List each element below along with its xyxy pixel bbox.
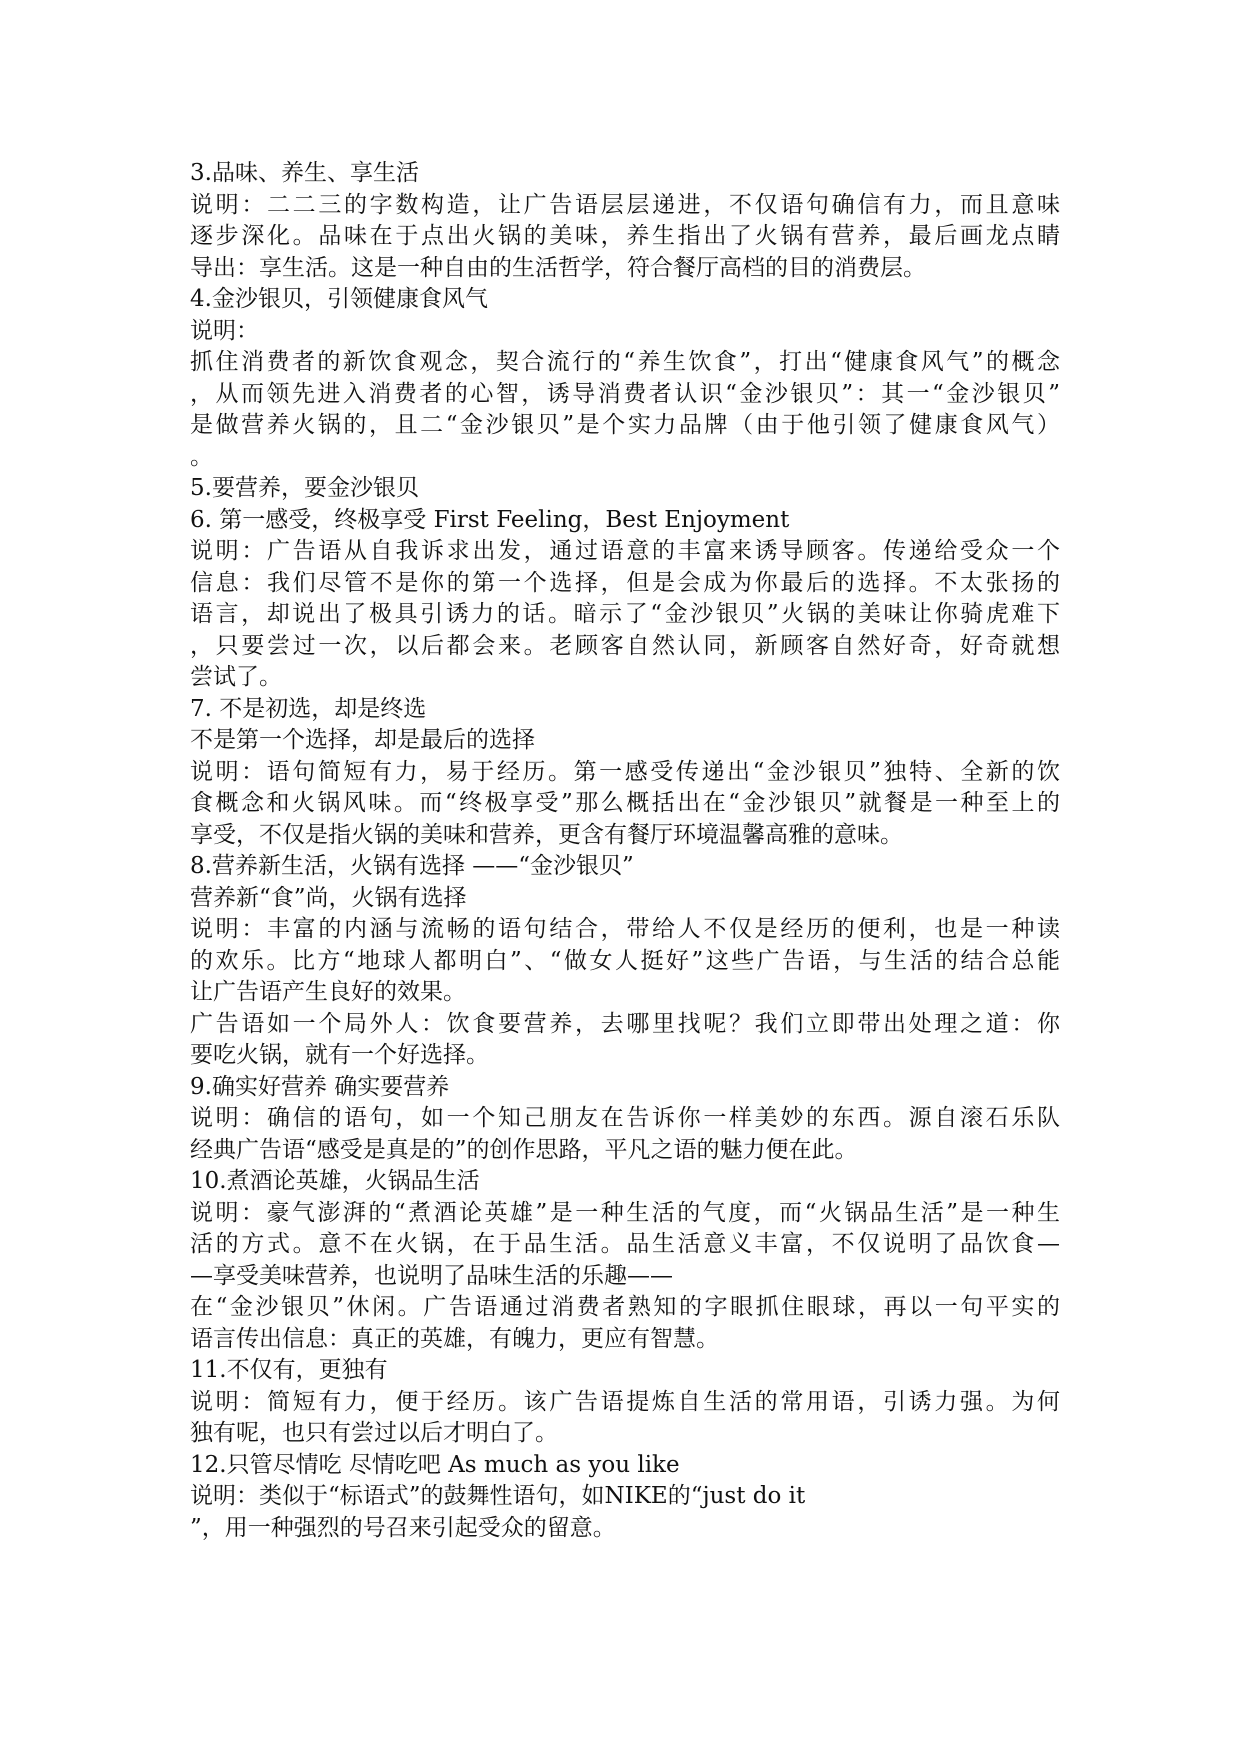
- text-line: 4.金沙银贝，引领健康食风气: [190, 286, 488, 312]
- text-line: 说明：丰富的内涵与流畅的语句结合，带给人不仅是经历的便利，也是一种读: [190, 916, 1060, 942]
- text-line: 广告语如一个局外人：饮食要营养，去哪里找呢？我们立即带出处理之道：你: [190, 1010, 1060, 1037]
- text-line: 活的方式。意不在火锅，在于品生活。品生活意义丰富，不仅说明了品饮食—: [190, 1231, 1060, 1257]
- text-line: 3.品味、养生、享生活: [190, 160, 419, 186]
- text-line: ”，用一种强烈的号召来引起受众的留意。: [190, 1514, 616, 1541]
- text-line: ，只要尝过一次，以后都会来。老顾客自然认同，新顾客自然好奇，好奇就想: [190, 632, 1060, 659]
- text-line: 8.营养新生活，火锅有选择 ——“金沙银贝”: [190, 853, 634, 879]
- text-line: 导出：享生活。这是一种自由的生活哲学，符合餐厅高档的目的消费层。: [190, 254, 926, 281]
- text-line: 说明：豪气澎湃的“煮酒论英雄”是一种生活的气度，而“火锅品生活”是一种生: [190, 1199, 1060, 1226]
- text-line: 抓住消费者的新饮食观念，契合流行的“养生饮食”，打出“健康食风气”的概念: [190, 349, 1060, 375]
- text-line: 说明：广告语从自我诉求出发，通过语意的丰富来诱导顾客。传递给受众一个: [190, 538, 1060, 564]
- text-line: 10.煮酒论英雄，火锅品生活: [190, 1168, 480, 1194]
- text-line: 11.不仅有，更独有: [190, 1357, 388, 1383]
- text-line: 享受，不仅是指火锅的美味和营养，更含有餐厅环境温馨高雅的意味。: [190, 821, 903, 848]
- text-line: 逐步深化。品味在于点出火锅的美味，养生指出了火锅有营养，最后画龙点睛: [190, 223, 1060, 249]
- text-line: 经典广告语“感受是真是的”的创作思路，平凡之语的魅力便在此。: [190, 1136, 858, 1163]
- text-line: 是做营养火锅的，且二“金沙银贝”是个实力品牌（由于他引领了健康食风气）: [190, 412, 1060, 438]
- text-line: 6. 第一感受，终极享受 First Feeling，Best Enjoyment: [190, 506, 790, 533]
- text-line: ，从而领先进入消费者的心智，诱导消费者认识“金沙银贝”：其一“金沙银贝”: [190, 380, 1060, 407]
- text-line: 说明：简短有力，便于经历。该广告语提炼自生活的常用语，引诱力强。为何: [190, 1388, 1060, 1415]
- text-line: 要吃火锅，就有一个好选择。: [190, 1042, 489, 1068]
- text-line: 9.确实好营养 确实要营养: [190, 1073, 450, 1100]
- text-line: —享受美味营养，也说明了品味生活的乐趣——: [190, 1262, 673, 1289]
- text-line: 5.要营养，要金沙银贝: [190, 475, 419, 501]
- text-line: 语言，却说出了极具引诱力的话。暗示了“金沙银贝”火锅的美味让你骑虎难下: [190, 601, 1060, 627]
- text-line: 7. 不是初选，却是终选: [190, 695, 427, 722]
- text-line: 不是第一个选择，却是最后的选择: [190, 727, 535, 753]
- text-line: 说明：: [190, 317, 259, 344]
- text-line: 在“金沙银贝”休闲。广告语通过消费者熟知的字眼抓住眼球，再以一句平实的: [190, 1294, 1060, 1320]
- document-body: [190, 158, 1060, 1544]
- text-line: 说明：类似于“标语式”的鼓舞性语句，如NIKE的“just do it: [190, 1483, 806, 1509]
- text-line: 说明：语句简短有力，易于经历。第一感受传递出“金沙银贝”独特、全新的饮: [190, 758, 1060, 785]
- text-line: 让广告语产生良好的效果。: [190, 979, 466, 1005]
- text-line: 独有呢，也只有尝过以后才明白了。: [190, 1420, 558, 1446]
- text-line: 说明：确信的语句，如一个知己朋友在告诉你一样美妙的东西。源自滚石乐队: [190, 1105, 1060, 1131]
- text-line: 信息：我们尽管不是你的第一个选择，但是会成为你最后的选择。不太张扬的: [190, 569, 1060, 596]
- text-line: 。: [190, 443, 213, 470]
- text-line: 说明：二二三的字数构造，让广告语层层递进，不仅语句确信有力，而且意味: [190, 191, 1060, 218]
- text-line: 语言传出信息：真正的英雄，有魄力，更应有智慧。: [190, 1325, 719, 1352]
- text-line: 食概念和火锅风味。而“终极享受”那么概括出在“金沙银贝”就餐是一种至上的: [190, 790, 1060, 816]
- text-line: 的欢乐。比方“地球人都明白”、“做女人挺好”这些广告语，与生活的结合总能: [190, 947, 1060, 974]
- text-line: 12.只管尽情吃 尽情吃吧 As much as you like: [190, 1451, 680, 1478]
- text-line: 尝试了。: [190, 664, 282, 690]
- text-line: 营养新“食”尚，火锅有选择: [190, 884, 467, 911]
